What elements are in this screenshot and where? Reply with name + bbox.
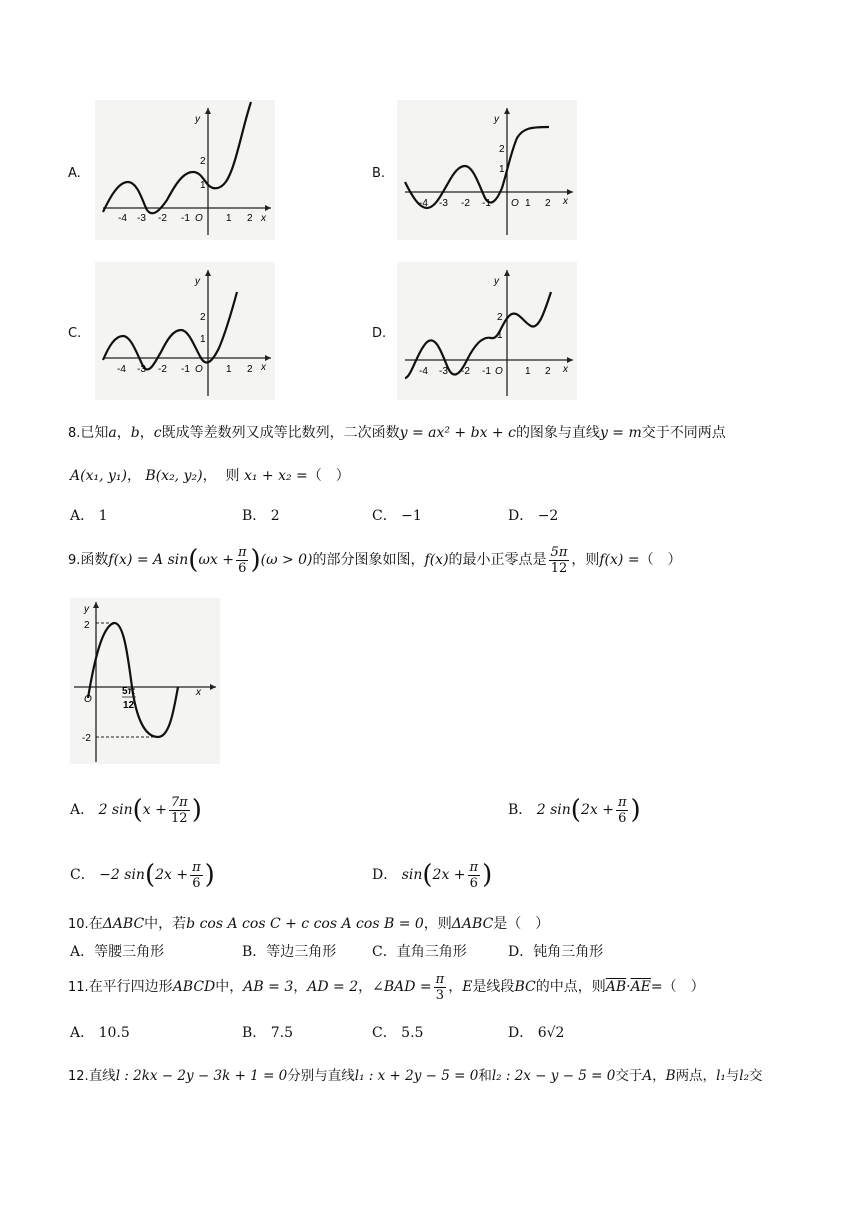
svg-text:y: y [494,276,499,287]
q9-option-d[interactable]: D． sin(2x + $\frac{\pi}{6}$ ) [372,859,493,891]
svg-text:2: 2 [247,364,253,375]
q8-option-d[interactable]: D． −2 [508,508,559,524]
option-c-graph [95,262,275,400]
svg-text:y: y [84,604,89,615]
q11-option-a[interactable]: A． 10.5 [70,1025,130,1041]
svg-text:-4: -4 [419,198,428,209]
svg-text:-3: -3 [137,213,146,224]
svg-text:1: 1 [497,330,503,341]
question-12: 12.直线l : 2kx − 2y − 3k + 1 = 0分别与直线l₁ : x + 2y − 5 = 0和l₂ : 2x − y − 5 = 0交于A，B两点，l₁与l₂交 [68,1068,763,1084]
svg-text:-3: -3 [137,364,146,375]
svg-text:2: 2 [200,312,206,323]
svg-text:1: 1 [226,364,232,375]
svg-text:-2: -2 [158,213,167,224]
option-a-graph [95,100,275,240]
option-c-label: C. [68,326,82,341]
svg-text:-1: -1 [181,213,190,224]
q9-option-b[interactable]: B． 2 sin(2x + $\frac{\pi}{6}$ ) [508,794,641,826]
svg-text:x: x [196,687,201,698]
question-11: 11.在平行四边形ABCD中，AB = 3，AD = 2，∠BAD = $\frac{\pi}{3}$ ，E是线段BC的中点，则$\overline{AB}\cdot\overline{AE}=$（ ） [68,971,705,1003]
svg-text:y: y [195,276,200,287]
option-a-xlabel: x [261,213,266,224]
svg-text:12: 12 [123,700,135,711]
q10-option-d[interactable]: D．钝角三角形 [508,944,604,960]
svg-text:2: 2 [497,312,503,323]
svg-text:-4: -4 [118,213,127,224]
q9-option-c[interactable]: C． −2 sin(2x + $\frac{\pi}{6}$ ) [70,859,215,891]
option-d-graph [397,262,577,400]
svg-text:5π: 5π [122,686,136,697]
svg-text:-4: -4 [419,366,428,377]
q9-pi-over-6: $\frac{\pi}{6}$ [237,544,247,576]
q11-option-b[interactable]: B． 7.5 [242,1025,294,1041]
svg-text:2: 2 [84,620,90,631]
q10-option-c[interactable]: C．直角三角形 [372,944,467,960]
q8-option-c[interactable]: C． −1 [372,508,422,524]
svg-text:O: O [195,213,203,224]
question-8-line-2: A(x₁, y₁)， B(x₂, y₂)， 则 x₁ + x₂ =（ ） [70,468,350,484]
q8-option-a[interactable]: A． 1 [70,508,108,524]
q9-option-a[interactable]: A． 2 sin(x + $\frac{7\pi}{12}$ ) [70,794,202,826]
svg-text:O: O [195,364,203,375]
svg-text:x: x [563,196,568,207]
q9-sine-graph [70,598,220,764]
option-a-ylabel: y [195,114,200,125]
option-d-label: D. [372,326,387,341]
q10-option-a[interactable]: A．等腰三角形 [70,944,165,960]
question-8-number: 8. [68,426,81,441]
svg-text:O: O [495,366,503,377]
svg-text:1: 1 [525,198,531,209]
svg-text:1: 1 [200,180,206,191]
question-9-line-1: 9.函数f(x) = A sin(ωx + $\frac{\pi}{6}$ )(ω > 0)的部分图象如图，f(x)的最小正零点是 $\frac{5\pi}{12}$ ，则f(x) =（ ） [68,544,682,576]
svg-text:2: 2 [499,144,505,155]
svg-text:-2: -2 [461,366,470,377]
svg-text:-1: -1 [482,366,491,377]
svg-text:x: x [261,362,266,373]
q8-option-b[interactable]: B． 2 [242,508,280,524]
question-8-line-1: 8.已知a，b，c既成等差数列又成等比数列，二次函数y = ax² + bx + c的图象与直线y = m交于不同两点 [68,425,726,441]
svg-text:1: 1 [525,366,531,377]
q10-option-b[interactable]: B．等边三角形 [242,944,337,960]
svg-text:-3: -3 [439,198,448,209]
svg-text:1: 1 [499,164,505,175]
svg-text:O: O [511,198,519,209]
svg-text:1: 1 [200,334,206,345]
option-a-label: A. [68,166,81,181]
q11-option-c[interactable]: C． 5.5 [372,1025,424,1041]
svg-text:-1: -1 [181,364,190,375]
svg-text:2: 2 [200,156,206,167]
svg-text:-2: -2 [158,364,167,375]
svg-text:x: x [563,364,568,375]
option-b-graph [397,100,577,240]
svg-text:-1: -1 [482,198,491,209]
svg-text:1: 1 [226,213,232,224]
svg-text:O: O [84,694,92,705]
question-10: 10.在ΔABC中，若b cos A cos C + c cos A cos B = 0，则ΔABC是（ ） [68,916,550,932]
svg-text:2: 2 [545,366,551,377]
svg-text:2: 2 [247,213,253,224]
svg-text:y: y [494,114,499,125]
svg-text:-4: -4 [117,364,126,375]
q11-option-d[interactable]: D． 6√2 [508,1025,565,1041]
option-b-label: B. [372,166,386,181]
svg-text:-2: -2 [461,198,470,209]
svg-text:-3: -3 [439,366,448,377]
svg-text:2: 2 [545,198,551,209]
svg-text:-2: -2 [82,733,91,744]
